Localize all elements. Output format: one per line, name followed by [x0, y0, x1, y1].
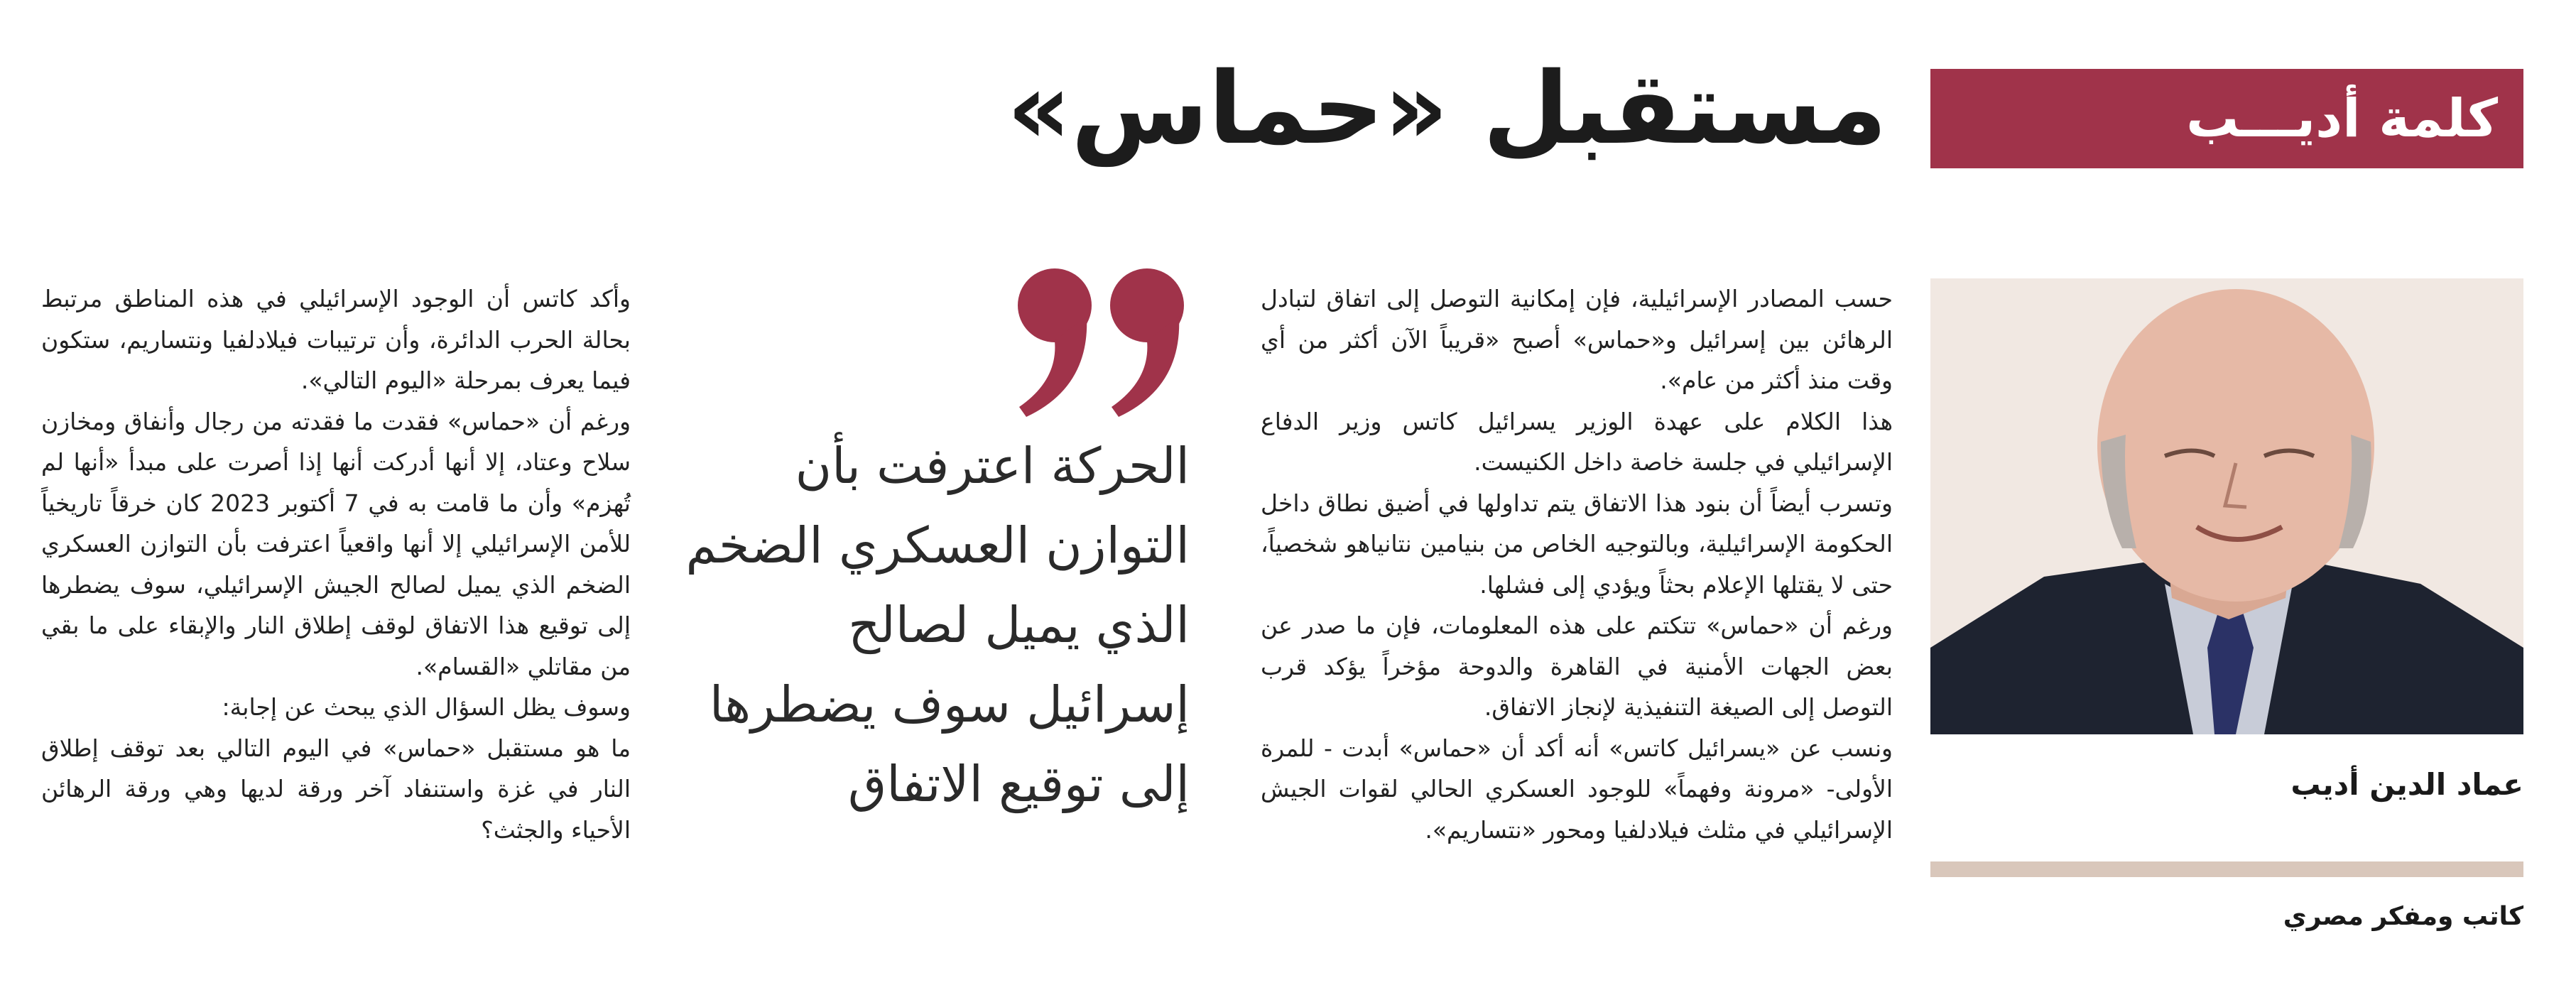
author-role: كاتب ومفكر مصري: [2283, 902, 2523, 931]
article-column-left: [41, 278, 631, 850]
column-label: كلمة أديـــب: [2186, 88, 2498, 149]
closing-quote-icon: [1005, 266, 1193, 419]
paragraph: وأكد كاتس أن الوجود الإسرائيلي في هذه المناطق مرتبط بحالة الحرب الدائرة، وأن ترتيبات فيلادلفيا ونتساريم، ستكون فيما يعرف بمرحلة «اليوم التالي».: [41, 285, 631, 394]
paragraph: وتسرب أيضاً أن بنود هذا الاتفاق يتم تداولها في أضيق نطاق داخل الحكومة الإسرائيلية، وبالتوجيه الخاص من بنيامين نتانياهو شخصياً، حتى لا يقتلها الإعلام بحثاً ويؤدي إلى فشلها.: [1261, 489, 1893, 599]
paragraph: ورغم أن «حماس» فقدت ما فقدته من رجال وأنفاق ومخازن سلاح وعتاد، إلا أنها أدركت أنها إذا أصرت على مبدأ «أنها لم تُهزم» وأن ما قامت به في 7 أكتوبر 2023 كان خرقاً تاريخياً للأمن الإسرائيلي إلا أنها واقعياً اعترفت بأن التوازن العسكري الضخم الذي يميل لصالح الجيش الإسرائيلي، سوف يضطرها إلى توقيع هذا الاتفاق لوقف إطلاق النار والإبقاء على ما بقي من مقاتلي «القسام».: [41, 407, 631, 680]
author-name: عماد الدين أديب: [2290, 767, 2523, 802]
pull-quote: الحركة اعترفت بأن التوازن العسكري الضخم الذي يميل لصالح إسرائيل سوف يضطرها إلى توقيع الاتفاق: [685, 437, 1190, 813]
paragraph: ورغم أن «حماس» تتكتم على هذه المعلومات، فإن ما صدر عن بعض الجهات الأمنية في القاهرة والدوحة مؤخراً يؤكد قرب التوصل إلى الصيغة التنفيذية لإنجاز الاتفاق.: [1261, 611, 1893, 721]
paragraph: هذا الكلام على عهدة الوزير يسرائيل كاتس وزير الدفاع الإسرائيلي في جلسة خاصة داخل الكنيست.: [1261, 407, 1893, 476]
headline: مستقبل «حماس»: [1006, 51, 1887, 167]
paragraph: ما هو مستقبل «حماس» في اليوم التالي بعد توقف إطلاق النار في غزة واستنفاد آخر ورقة لديها وهي ورقة الرهائن الأحياء والجثث؟: [41, 734, 631, 844]
paragraph: حسب المصادر الإسرائيلية، فإن إمكانية التوصل إلى اتفاق لتبادل الرهائن بين إسرائيل و«حماس» أصبح «قريباً الآن أكثر من أي وقت منذ أكثر من عام».: [1261, 285, 1893, 394]
article-column-right: [1261, 278, 1893, 850]
author-photo: [1930, 278, 2523, 734]
column-banner: [1930, 69, 2523, 168]
divider-bar: [1930, 861, 2523, 877]
paragraph: وسوف يظل السؤال الذي يبحث عن إجابة:: [222, 693, 631, 721]
paragraph: ونسب عن «يسرائيل كاتس» أنه أكد أن «حماس» أبدت - للمرة الأولى- «مرونة وفهماً» للوجود العسكري الحالي لقوات الجيش الإسرائيلي في مثلث فيلادلفيا ومحور «نتساريم».: [1261, 734, 1893, 844]
